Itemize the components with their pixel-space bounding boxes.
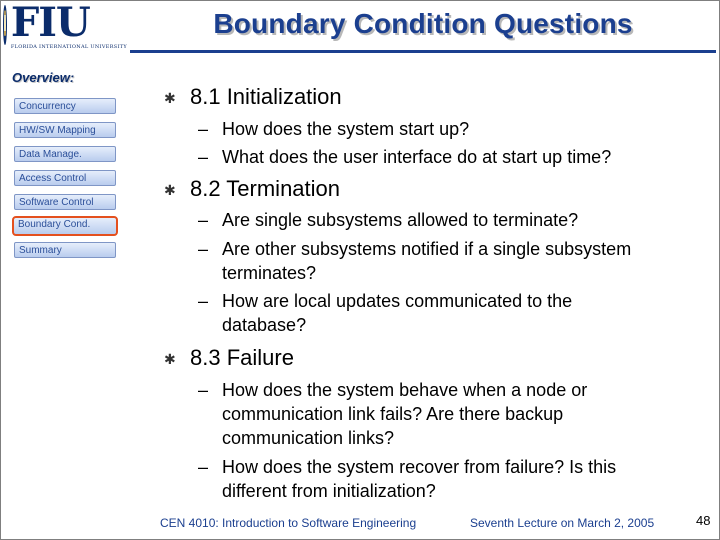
header-divider: [130, 50, 716, 53]
sidebar-item-access-control[interactable]: Access Control: [14, 170, 116, 186]
logo-subtitle: FLORIDA INTERNATIONAL UNIVERSITY: [10, 44, 127, 50]
list-item-text: What does the user interface do at start up time?: [222, 147, 612, 167]
section-heading: 8.2 Termination: [190, 176, 341, 201]
section-heading: 8.1 Initialization: [190, 84, 342, 109]
logo-letters: FIU: [10, 0, 90, 46]
sidebar-item-data-manage[interactable]: Data Manage.: [14, 146, 116, 162]
sidebar-item-software-control[interactable]: Software Control: [14, 194, 116, 210]
list-item-text: How does the system recover from failure? Is this different from initialization?: [222, 457, 617, 501]
list-item-text: How does the system start up?: [222, 119, 470, 139]
list-item-text: Are other subsystems notified if a single subsystem terminates?: [222, 239, 632, 283]
asterisk-icon: ✱: [164, 351, 176, 367]
list-item: – Are single subsystems allowed to terminate?: [198, 208, 678, 232]
sidebar-nav: [0, 62, 125, 532]
footer-lecture: Seventh Lecture on March 2, 2005: [470, 516, 655, 530]
asterisk-icon: ✱: [164, 182, 176, 198]
asterisk-icon: ✱: [164, 90, 176, 106]
sidebar-item-summary[interactable]: Summary: [14, 242, 116, 258]
slide-title: Boundary Condition Questions: [213, 8, 633, 39]
sidebar-heading: Overview:: [12, 70, 75, 85]
sidebar-item-boundary-cond[interactable]: Boundary Cond.: [12, 216, 118, 236]
list-item: – What does the user interface do at start up time?: [198, 145, 678, 169]
sidebar-item-hw-sw-mapping[interactable]: HW/SW Mapping: [14, 122, 116, 138]
page-number: 48: [696, 513, 711, 528]
list-item: – How does the system behave when a node or communication link fails? Are there backup communication links?: [198, 378, 638, 450]
footer-course: CEN 4010: Introduction to Software Engineering: [160, 516, 417, 530]
university-seal-icon: [3, 5, 7, 45]
list-item-text: How does the system behave when a node or communication link fails? Are there backup communication links?: [222, 380, 588, 448]
list-item: – How does the system start up?: [198, 117, 678, 141]
list-item: – How are local updates communicated to the database?: [198, 289, 628, 337]
sidebar-item-concurrency[interactable]: Concurrency: [14, 98, 116, 114]
list-item: – Are other subsystems notified if a single subsystem terminates?: [198, 237, 668, 285]
list-item: – How does the system recover from failure? Is this different from initialization?: [198, 455, 668, 503]
list-item-text: How are local updates communicated to the database?: [222, 291, 573, 335]
logo-text: [10, 0, 127, 50]
section-heading: 8.3 Failure: [190, 345, 294, 370]
fiu-logo: [3, 0, 127, 51]
list-item-text: Are single subsystems allowed to terminate?: [222, 210, 579, 230]
